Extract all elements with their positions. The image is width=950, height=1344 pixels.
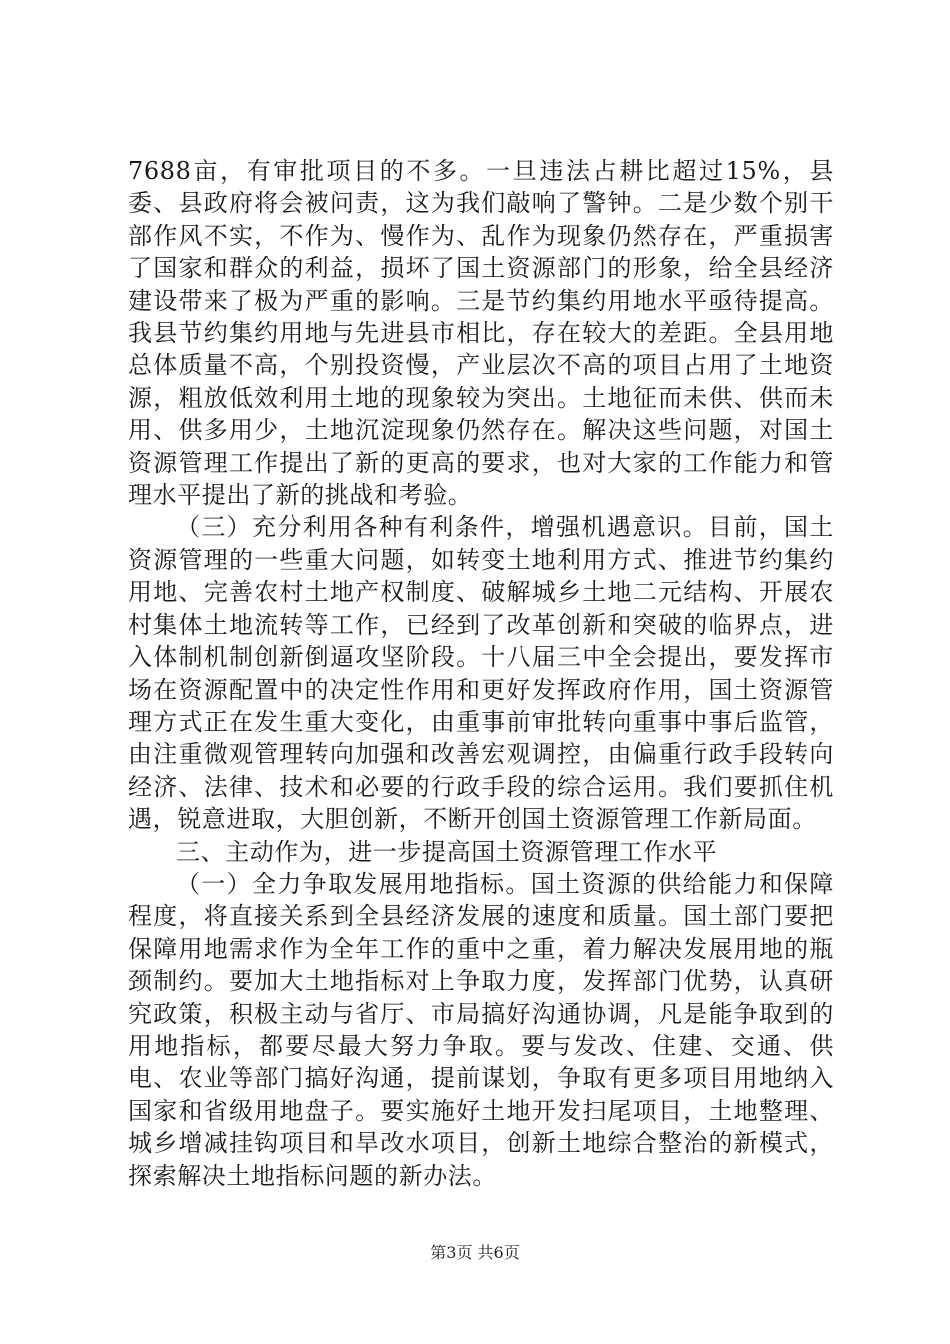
- paragraph-opportunity: （三）充分利用各种有利条件，增强机遇意识。目前，国土资源管理的一些重大问题，如转变土地利用方式、推进节约集约用地、完善农村土地产权制度、破解城乡土地二元结构、开展农村集体土地流转等工作，已经到了改革创新和突破的临界点，进入体制机制创新倒逼攻坚阶段。十八届三中全会提出，要发挥市场在资源配置中的决定性作用和更好发挥政府作用，国土资源管理方式正在发生重大变化，由重事前审批转向重事中事后监管，由注重微观管理转向加强和改善宏观调控，由偏重行政手段转向经济、法律、技术和必要的行政手段的综合运用。我们要抓住机遇，锐意进取，大胆创新，不断开创国土资源管理工作新局面。: [128, 513, 834, 834]
- page-footer: 第3页 共6页: [430, 1243, 520, 1262]
- paragraph-continuation: 7688亩，有审批项目的不多。一旦违法占耕比超过15%，县委、县政府将会被问责，这为我们敲响了警钟。二是少数个别干部作风不实，不作为、慢作为、乱作为现象仍然存在，严重损害了国家和群众的利益，损坏了国土资源部门的形象，给全县经济建设带来了极为严重的影响。三是节约集约用地水平亟待提高。我县节约集约用地与先进县市相比，存在较大的差距。全县用地总体质量不高，个别投资慢，产业层次不高的项目占用了土地资源，粗放低效利用土地的现象较为突出。土地征而未供、供而未用、供多用少，土地沉淀现象仍然存在。解决这些问题，对国土资源管理工作提出了新的更高的要求，也对大家的工作能力和管理水平提出了新的挑战和考验。: [128, 157, 834, 510]
- document-body: [128, 155, 834, 1192]
- section-heading: 三、主动作为，进一步提高国土资源管理工作水平: [176, 837, 718, 866]
- paragraph-land-quota: （一）全力争取发展用地指标。国土资源的供给能力和保障程度，将直接关系到全县经济发展的速度和质量。国土部门要把保障用地需求作为全年工作的重中之重，着力解决发展用地的瓶颈制约。要加大土地指标对上争取力度，发挥部门优势，认真研究政策，积极主动与省厅、市局搞好沟通协调，凡是能争取到的用地指标，都要尽最大努力争取。要与发改、住建、交通、供电、农业等部门搞好沟通，提前谋划，争取有更多项目用地纳入国家和省级用地盘子。要实施好土地开发扫尾项目，土地整理、城乡增减挂钩项目和旱改水项目，创新土地综合整治的新模式，探索解决土地指标问题的新办法。: [128, 869, 834, 1190]
